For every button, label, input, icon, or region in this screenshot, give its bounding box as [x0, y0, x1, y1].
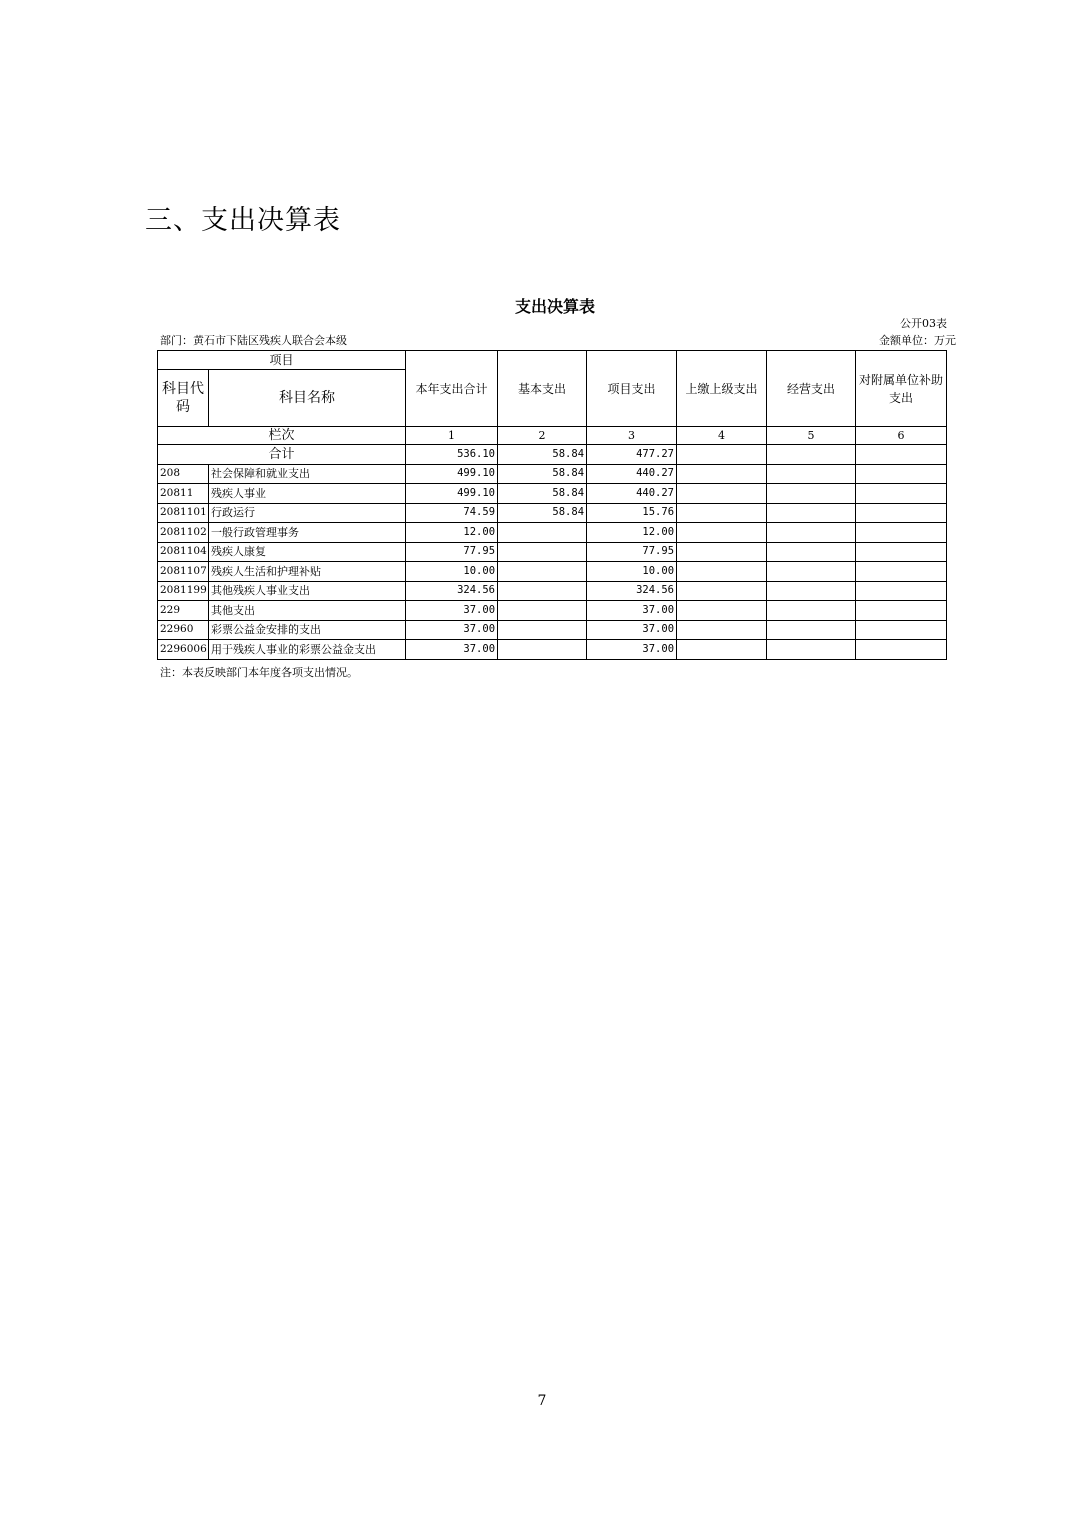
amount-cell: 499.10 — [406, 484, 498, 504]
amount-cell: 440.27 — [587, 464, 677, 484]
amount-cell — [856, 484, 947, 504]
amount-cell — [767, 484, 856, 504]
subject-code: 208 — [158, 464, 209, 484]
subject-code: 2081101 — [158, 503, 209, 523]
amount-cell — [498, 542, 587, 562]
expenditure-table — [157, 350, 947, 660]
amount-cell — [856, 562, 947, 582]
subject-code: 2296006 — [158, 640, 209, 660]
amount-cell — [767, 562, 856, 582]
amount-cell — [767, 503, 856, 523]
amount-cell: 58.84 — [498, 484, 587, 504]
table-row — [158, 503, 947, 523]
amount-cell: 58.84 — [498, 464, 587, 484]
index-cell: 3 — [587, 427, 677, 445]
amount-cell — [767, 581, 856, 601]
header-name: 科目名称 — [209, 370, 406, 427]
amount-cell — [498, 620, 587, 640]
amount-cell — [677, 542, 767, 562]
amount-cell — [856, 620, 947, 640]
page-number: 7 — [537, 1393, 547, 1409]
subject-code: 2081199 — [158, 581, 209, 601]
subject-name: 一般行政管理事务 — [209, 523, 406, 543]
unit-label: 金额单位：万元 — [879, 334, 956, 347]
subject-code: 2081107 — [158, 562, 209, 582]
amount-cell — [498, 601, 587, 621]
total-cell — [677, 445, 767, 465]
table-row — [158, 581, 947, 601]
amount-cell — [856, 542, 947, 562]
subject-code: 20811 — [158, 484, 209, 504]
header-item: 项目 — [158, 351, 406, 370]
amount-cell: 37.00 — [587, 620, 677, 640]
amount-cell — [677, 464, 767, 484]
subject-name: 行政运行 — [209, 503, 406, 523]
total-cell: 58.84 — [498, 445, 587, 465]
table-row — [158, 601, 947, 621]
subject-name: 用于残疾人事业的彩票公益金支出 — [209, 640, 406, 660]
amount-cell — [856, 640, 947, 660]
section-heading: 三、支出决算表 — [145, 205, 341, 236]
amount-cell — [677, 484, 767, 504]
amount-cell — [677, 581, 767, 601]
amount-cell: 15.76 — [587, 503, 677, 523]
total-cell: 477.27 — [587, 445, 677, 465]
amount-cell: 12.00 — [587, 523, 677, 543]
subject-name: 残疾人事业 — [209, 484, 406, 504]
amount-cell: 77.95 — [406, 542, 498, 562]
amount-cell — [498, 523, 587, 543]
amount-cell: 74.59 — [406, 503, 498, 523]
table-row — [158, 562, 947, 582]
amount-cell — [498, 640, 587, 660]
amount-cell: 37.00 — [587, 601, 677, 621]
header-col-1: 本年支出合计 — [406, 351, 498, 427]
amount-cell: 37.00 — [587, 640, 677, 660]
amount-cell — [856, 523, 947, 543]
amount-cell — [767, 601, 856, 621]
total-label: 合计 — [158, 445, 406, 465]
amount-cell — [767, 620, 856, 640]
amount-cell: 440.27 — [587, 484, 677, 504]
index-cell: 6 — [856, 427, 947, 445]
amount-cell: 37.00 — [406, 640, 498, 660]
amount-cell — [498, 562, 587, 582]
index-label: 栏次 — [158, 427, 406, 445]
amount-cell — [856, 464, 947, 484]
amount-cell — [677, 601, 767, 621]
total-cell — [767, 445, 856, 465]
table-row — [158, 484, 947, 504]
header-row-item — [158, 351, 947, 370]
index-cell: 4 — [677, 427, 767, 445]
total-cell: 536.10 — [406, 445, 498, 465]
subject-name: 其他支出 — [209, 601, 406, 621]
amount-cell: 37.00 — [406, 601, 498, 621]
amount-cell — [677, 620, 767, 640]
index-cell: 2 — [498, 427, 587, 445]
amount-cell: 12.00 — [406, 523, 498, 543]
subject-name: 社会保障和就业支出 — [209, 464, 406, 484]
amount-cell: 10.00 — [587, 562, 677, 582]
header-col-5: 经营支出 — [767, 351, 856, 427]
table-row — [158, 542, 947, 562]
amount-cell — [856, 581, 947, 601]
amount-cell — [498, 581, 587, 601]
header-col-6: 对附属单位补助支出 — [856, 351, 947, 427]
amount-cell: 324.56 — [587, 581, 677, 601]
amount-cell: 324.56 — [406, 581, 498, 601]
total-row — [158, 445, 947, 465]
amount-cell — [677, 640, 767, 660]
subject-name: 其他残疾人事业支出 — [209, 581, 406, 601]
index-row — [158, 427, 947, 445]
form-number: 公开03表 — [900, 317, 947, 330]
header-col-2: 基本支出 — [498, 351, 587, 427]
subject-name: 彩票公益金安排的支出 — [209, 620, 406, 640]
amount-cell — [677, 503, 767, 523]
table-note: 注：本表反映部门本年度各项支出情况。 — [160, 666, 358, 679]
amount-cell: 58.84 — [498, 503, 587, 523]
total-cell — [856, 445, 947, 465]
amount-cell — [767, 464, 856, 484]
subject-code: 2081102 — [158, 523, 209, 543]
header-code: 科目代码 — [158, 370, 209, 427]
table-row — [158, 464, 947, 484]
table-row — [158, 640, 947, 660]
table-body — [158, 351, 947, 660]
subject-code: 229 — [158, 601, 209, 621]
header-col-4: 上缴上级支出 — [677, 351, 767, 427]
index-cell: 1 — [406, 427, 498, 445]
amount-cell: 10.00 — [406, 562, 498, 582]
amount-cell — [856, 601, 947, 621]
department-label: 部门：黄石市下陆区残疾人联合会本级 — [160, 334, 347, 347]
amount-cell — [856, 503, 947, 523]
amount-cell — [767, 640, 856, 660]
subject-name: 残疾人生活和护理补贴 — [209, 562, 406, 582]
subject-code: 2081104 — [158, 542, 209, 562]
table-row — [158, 523, 947, 543]
amount-cell — [767, 523, 856, 543]
amount-cell: 499.10 — [406, 464, 498, 484]
header-col-3: 项目支出 — [587, 351, 677, 427]
table-row — [158, 620, 947, 640]
table-title: 支出决算表 — [514, 297, 595, 316]
amount-cell: 37.00 — [406, 620, 498, 640]
amount-cell — [767, 542, 856, 562]
amount-cell — [677, 523, 767, 543]
subject-name: 残疾人康复 — [209, 542, 406, 562]
amount-cell — [677, 562, 767, 582]
subject-code: 22960 — [158, 620, 209, 640]
index-cell: 5 — [767, 427, 856, 445]
amount-cell: 77.95 — [587, 542, 677, 562]
